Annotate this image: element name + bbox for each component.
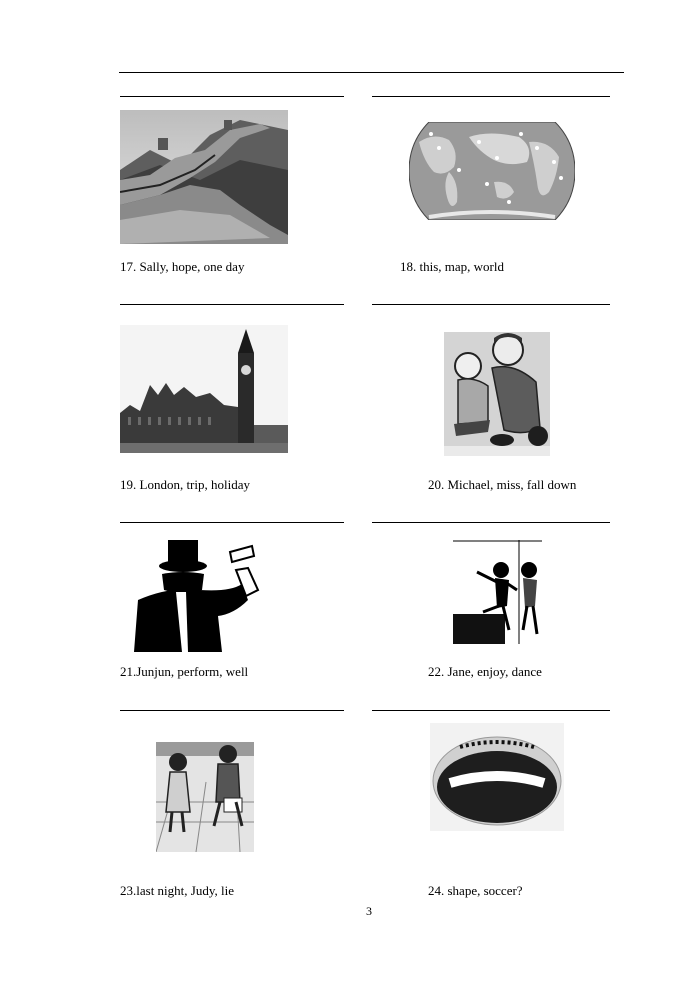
caption-24: 24. shape, soccer? xyxy=(428,883,523,898)
answer-line-18 xyxy=(372,96,610,97)
girls-dancing-mirror xyxy=(453,540,542,644)
world-map xyxy=(409,122,575,220)
caption-18: 18. this, map, world xyxy=(400,259,504,274)
answer-line-21 xyxy=(120,522,344,523)
answer-line-24 xyxy=(372,710,610,711)
great-wall-photo xyxy=(120,110,288,244)
answer-line-17 xyxy=(120,96,344,97)
boy-helping-boy-cartoon xyxy=(444,332,550,456)
answer-line-23 xyxy=(120,710,344,711)
girl-and-boy-street-cartoon xyxy=(156,742,254,852)
houses-of-parliament-photo xyxy=(120,325,288,453)
answer-line-22 xyxy=(372,522,610,523)
caption-19: 19. London, trip, holiday xyxy=(120,477,250,492)
rugby-ball xyxy=(430,723,564,831)
caption-23: 23.last night, Judy, lie xyxy=(120,883,234,898)
caption-20: 20. Michael, miss, fall down xyxy=(428,477,577,492)
answer-line-19 xyxy=(120,304,344,305)
top-rule xyxy=(119,72,624,73)
caption-17: 17. Sally, hope, one day xyxy=(120,259,245,274)
caption-22: 22. Jane, enjoy, dance xyxy=(428,664,542,679)
page-number: 3 xyxy=(366,904,372,918)
caption-21: 21.Junjun, perform, well xyxy=(120,664,249,679)
magician-silhouette xyxy=(130,540,268,652)
answer-line-20 xyxy=(372,304,610,305)
